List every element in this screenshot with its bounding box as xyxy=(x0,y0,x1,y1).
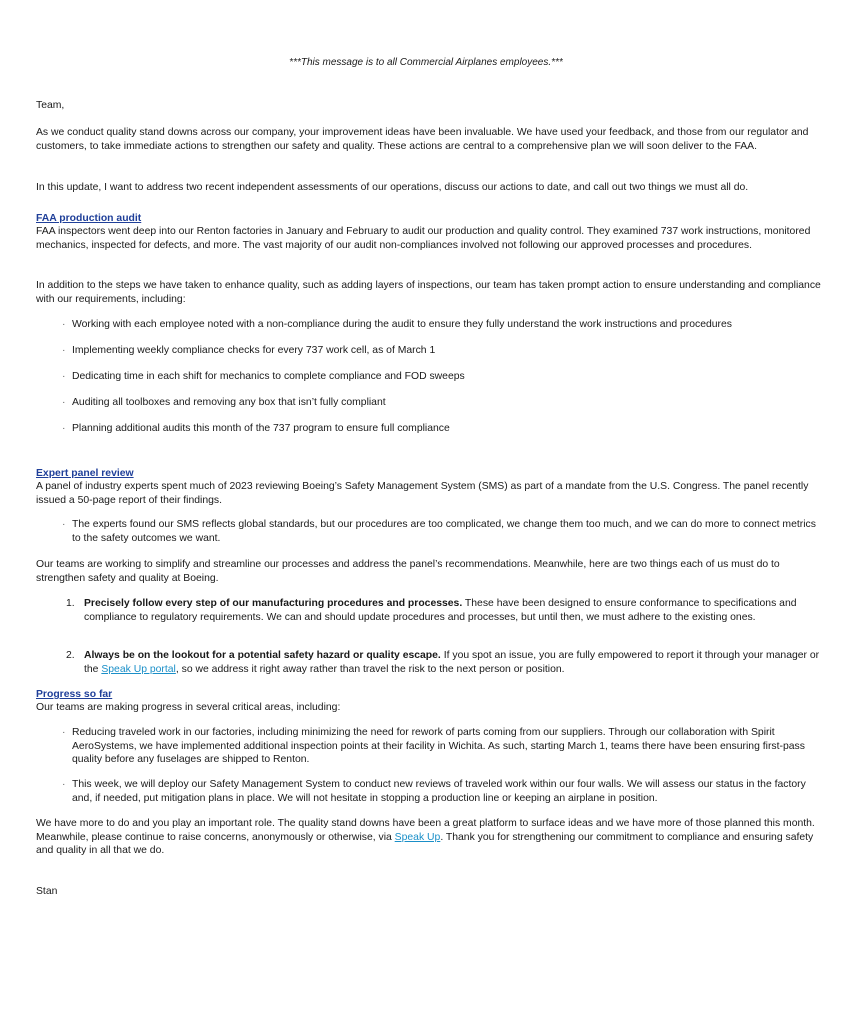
list-item: · Auditing all toolboxes and removing any box that isn’t fully compliant xyxy=(62,397,386,408)
faa-audit-paragraph: FAA inspectors went deep into our Renton factories in January and February to audit our production and quality control. They examined 737 work instructions, monitored mechanics, inspected for defects, and more. The vast majority of our audit non-compliances involved not following our approved processes and procedures. xyxy=(36,226,811,251)
intro-paragraph: As we conduct quality stand downs across our company, your improvement ideas have been invaluable. We have used your feedback, and those from our regulator and customers, to take immediate actions to strengthen our safety and quality. These actions are central to a comprehensive plan we will soon deliver to the FAA. xyxy=(36,127,809,152)
list-item: · Dedicating time in each shift for mechanics to complete compliance and FOD sweeps xyxy=(62,371,465,382)
list-item: · Implementing weekly compliance checks for every 737 work cell, as of March 1 xyxy=(62,345,436,356)
simplify-paragraph: Our teams are working to simplify and streamline our processes and address the panel’s recommendations. Meanwhile, here are two things each of us must do to strengthen safety and quality at Boeing. xyxy=(36,559,780,584)
faa-audit-heading: FAA production audit xyxy=(36,213,142,224)
speak-up-portal-link[interactable]: Speak Up portal xyxy=(101,663,176,675)
list-item: · Reducing traveled work in our factories, including minimizing the need for rework of parts coming from our suppliers. Through our collaboration with Spirit AeroSystems, we have implemented additional inspection points at their facility in Wichita. As such, starting March 1, teams there have been ensuring first-pass quality before any fuselages are shipped to Renton. xyxy=(62,727,805,765)
progress-heading: Progress so far xyxy=(36,689,113,700)
list-item: · This week, we will deploy our Safety Management System to conduct new reviews of traveled work within our four walls. We will assess our status in the factory and, if needed, put mitigation plans in place. We will not hesitate in stopping a production line or keeping an airplane in position. xyxy=(62,779,806,804)
progress-paragraph: Our teams are making progress in several critical areas, including: xyxy=(36,702,341,713)
numbered-item-2: 2. Always be on the lookout for a potential safety hazard or quality escape. If you spot an issue, you are fully empowered to report it through your manager or the Speak Up portal, so we address it right away rather than travel the risk to the next person or position. xyxy=(66,650,820,675)
faa-steps-paragraph: In addition to the steps we have taken to enhance quality, such as adding layers of inspections, our team has taken prompt action to ensure understanding and compliance with our requirements, including: xyxy=(36,280,821,305)
speak-up-link[interactable]: Speak Up xyxy=(394,831,441,843)
closing-paragraph: We have more to do and you play an important role. The quality stand downs have been a great platform to surface ideas and we have more of those planned this month. Meanwhile, please continue to raise concerns, anonymously or otherwise, via Speak Up. Thank you for strengthening our commitment to compliance and ensuring safety and quality in all that we do. xyxy=(36,818,815,856)
expert-review-paragraph: A panel of industry experts spent much of 2023 reviewing Boeing’s Safety Management System (SMS) as part of a mandate from the U.S. Congress. The panel recently issued a 50-page report of their findings. xyxy=(36,481,809,506)
list-item: · Working with each employee noted with a non-compliance during the audit to ensure they fully understand the work instructions and procedures xyxy=(62,319,732,330)
numbered-item-1: 1. Precisely follow every step of our manufacturing procedures and processes. These have been designed to ensure conformance to specifications and compliance to regulatory requirements. We can and should update procedures and processes, but until then, we must adhere to the existing ones. xyxy=(66,598,797,623)
list-item: · The experts found our SMS reflects global standards, but our procedures are too complicated, we change them too much, and we can do more to connect metrics to the safety outcomes we want. xyxy=(62,519,816,544)
greeting: Team, xyxy=(36,100,65,111)
audience-banner: ***This message is to all Commercial Airplanes employees.*** xyxy=(289,57,563,68)
expert-review-heading: Expert panel review xyxy=(36,468,134,479)
list-item: · Planning additional audits this month of the 737 program to ensure full compliance xyxy=(62,423,450,434)
signoff: Stan xyxy=(36,886,58,897)
update-paragraph: In this update, I want to address two recent independent assessments of our operations, discuss our actions to date, and call out two things we must all do. xyxy=(36,182,749,193)
